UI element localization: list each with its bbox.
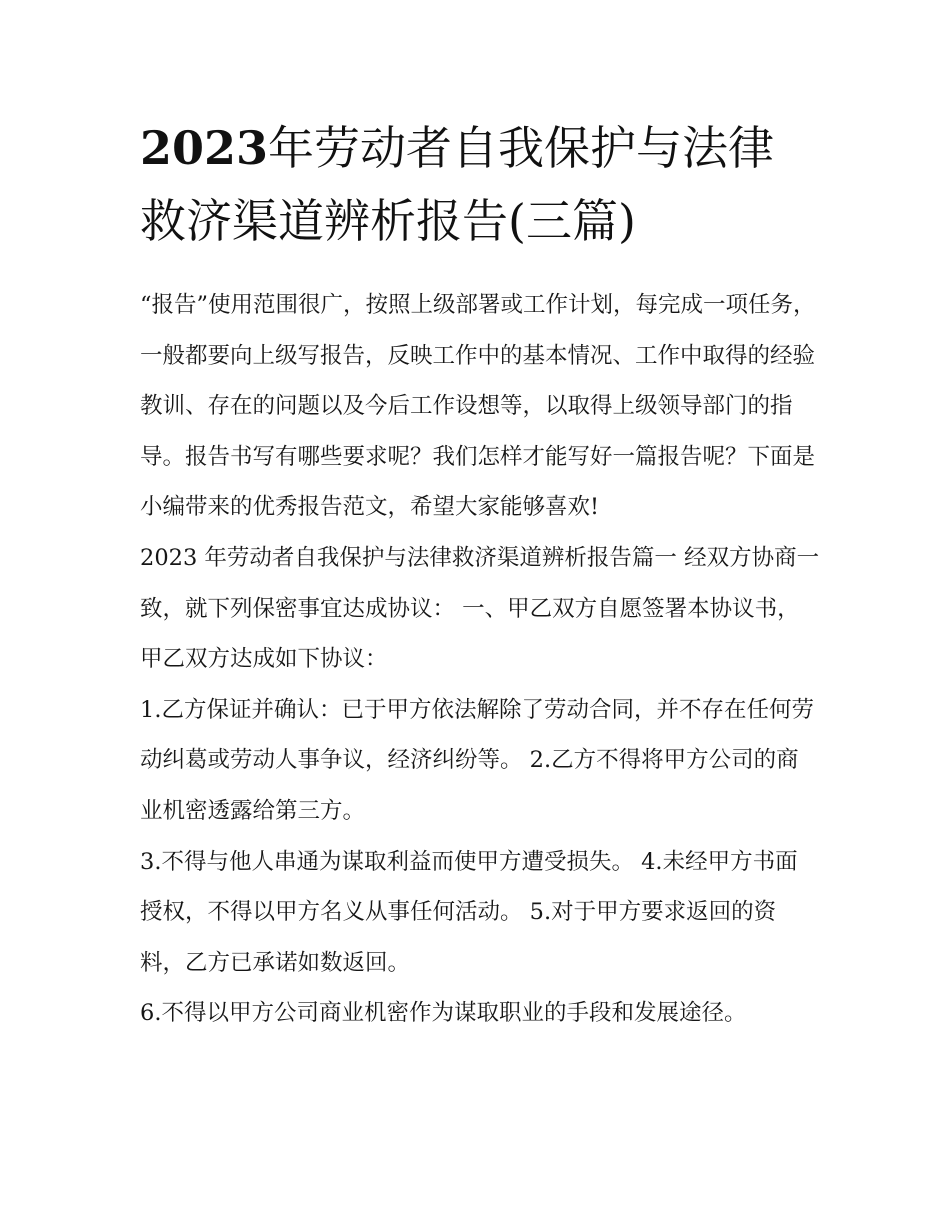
intro-paragraph: “报告”使用范围很广，按照上级部署或工作计划，每完成一项任务，一般都要向上级写报告，反映工作中的基本情况、工作中取得的经验教训、存在的问题以及今后工作设想等，以取得上级领导部门的指导。报告书写有哪些要求呢？我们怎样才能写好一篇报告呢？下面是小编带来的优秀报告范文，希望大家能够喜欢! xyxy=(140,292,816,521)
title-year: 2023 xyxy=(140,121,269,175)
document-title xyxy=(140,112,820,258)
agreement-intro-paragraph: 2023 年劳动者自我保护与法律救济渠道辨析报告篇一 经双方协商一致，就下列保密事宜达成协议： 一、甲乙双方自愿签署本协议书，甲乙双方达成如下协议： xyxy=(140,544,820,673)
clause-paragraph-3-5: 3.不得与他人串通为谋取利益而使甲方遭受损失。 4.未经甲方书面授权，不得以甲方名义从事任何活动。 5.对于甲方要求返回的资料，乙方已承诺如数返回。 xyxy=(140,848,798,976)
title-text: 年劳动者自我保护与法律救济渠道辨析报告(三篇) xyxy=(140,121,775,248)
clause-paragraph-1-2: 1.乙方保证并确认：已于甲方依法解除了劳动合同，并不存在任何劳动纠葛或劳动人事争议，经济纠纷等。 2.乙方不得将甲方公司的商业机密透露给第三方。 xyxy=(140,696,814,824)
clause-paragraph-6: 6.不得以甲方公司商业机密作为谋取职业的手段和发展途径。 xyxy=(140,1000,747,1027)
document-body xyxy=(140,112,820,1039)
